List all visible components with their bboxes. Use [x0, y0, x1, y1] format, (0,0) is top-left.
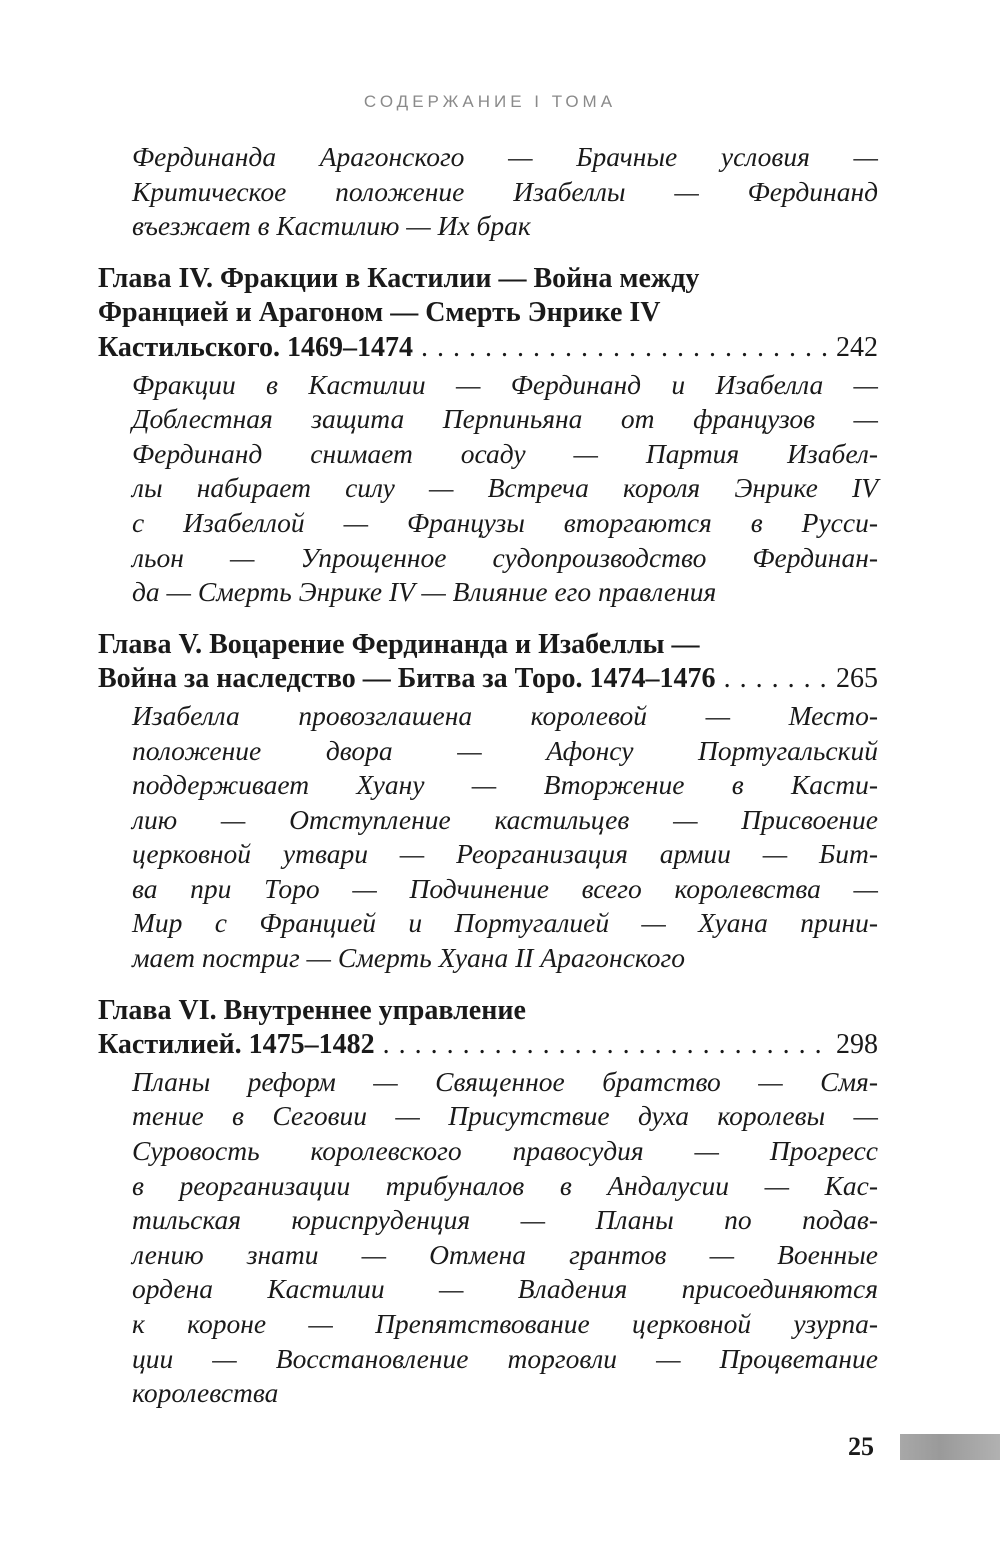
chapter-v-description	[132, 699, 878, 976]
chapter-title-line: Глава IV. Фракции в Кастилии — Война между	[98, 262, 700, 294]
description-line: тение в Сеговии — Присутствие духа королевы —	[132, 1100, 878, 1132]
description-line: въезжает в Кастилию — Их брак	[132, 210, 531, 242]
chapter-title-last-line	[98, 331, 878, 366]
table-of-contents	[98, 140, 878, 1411]
description-line: церковной утвари — Реорганизация армии — Бит-	[132, 838, 878, 870]
description-line: Фердинанда Арагонского — Брачные условия —	[132, 141, 878, 172]
description-line: тильская юриспруденция — Планы по подав-	[132, 1204, 878, 1236]
chapter-title-last-line	[98, 662, 878, 697]
description-line: положение двора — Афонсу Португальский	[132, 734, 878, 766]
description-line: поддерживает Хуану — Вторжение в Касти-	[132, 769, 878, 801]
dot-leader	[383, 1028, 830, 1063]
description-line: Мир с Францией и Португалией — Хуана прини-	[132, 907, 878, 939]
description-line: мает постриг — Смерть Хуана II Арагонского	[132, 942, 685, 974]
chapter-vi-page-number: 298	[836, 1029, 878, 1061]
chapter-title-line: Глава VI. Внутреннее управление	[98, 994, 526, 1026]
description-line: королевства	[132, 1377, 279, 1409]
chapter-title-line: Глава V. Воцарение Фердинанда и Изабеллы —	[98, 628, 700, 660]
description-line: льон — Упрощенное судопроизводство Фердинан-	[132, 541, 878, 573]
description-line: к короне — Препятствование церковной узурпа-	[132, 1308, 878, 1339]
dot-leader	[421, 331, 830, 366]
description-line: Доблестная защита Перпиньяна от французов —	[132, 403, 878, 435]
description-line: ва при Торо — Подчинение всего королевства —	[132, 872, 878, 904]
chapter-iv-page-number: 242	[836, 331, 878, 363]
chapter-vi-entry	[98, 994, 878, 1411]
chapter-title-line: Францией и Арагоном — Смерть Энрике IV	[98, 297, 661, 329]
chapter-title-last-line	[98, 1028, 878, 1063]
description-line: ции — Восстановление торговли — Процветание	[132, 1342, 878, 1374]
description-line: Изабелла провозглашена королевой — Место-	[132, 699, 878, 731]
description-line: Критическое положение Изабеллы — Фердинанд	[132, 175, 878, 207]
description-line: лению знати — Отмена грантов — Военные	[132, 1238, 878, 1270]
chapter-iv-entry	[98, 262, 878, 610]
description-line: в реорганизации трибуналов в Андалусии — Кас-	[132, 1169, 878, 1201]
description-line: ордена Кастилии — Владения присоединяются	[132, 1273, 878, 1305]
chapter-v-entry	[98, 628, 878, 976]
chapter-title-text: Кастильского. 1469–1474	[98, 331, 413, 363]
description-line: Планы реформ — Священное братство — Смя-	[132, 1065, 878, 1097]
chapter-v-title	[98, 628, 878, 697]
chapter-iii-description-continued	[132, 140, 878, 244]
chapter-title-text: Война за наследство — Битва за Торо. 1474–1476	[98, 663, 716, 695]
description-line: лию — Отступление кастильцев — Присвоение	[132, 803, 878, 835]
running-head: СОДЕРЖАНИЕ I ТОМА	[363, 92, 617, 111]
description-line: Фердинанд снимает осаду — Партия Изабел-	[132, 437, 878, 469]
description-line: да — Смерть Энрике IV — Влияние его правления	[132, 576, 717, 608]
description-line: Фракции в Кастилии — Фердинанд и Изабелла —	[132, 368, 878, 400]
chapter-title-text: Кастилией. 1475–1482	[98, 1029, 375, 1061]
description-line: Суровость королевского правосудия — Прогресс	[132, 1135, 878, 1167]
chapter-iv-title	[98, 262, 878, 366]
chapter-vi-description	[132, 1065, 878, 1411]
chapter-vi-title	[98, 994, 878, 1063]
description-line: с Изабеллой — Французы вторгаются в Русси-	[132, 506, 878, 538]
page-number: 25	[848, 1432, 874, 1461]
dot-leader	[724, 662, 830, 697]
chapter-v-page-number: 265	[836, 663, 878, 695]
chapter-iv-description	[132, 368, 878, 610]
page-edge-marker	[900, 1434, 1000, 1460]
description-line: лы набирает силу — Встреча короля Энрике IV	[132, 472, 878, 504]
